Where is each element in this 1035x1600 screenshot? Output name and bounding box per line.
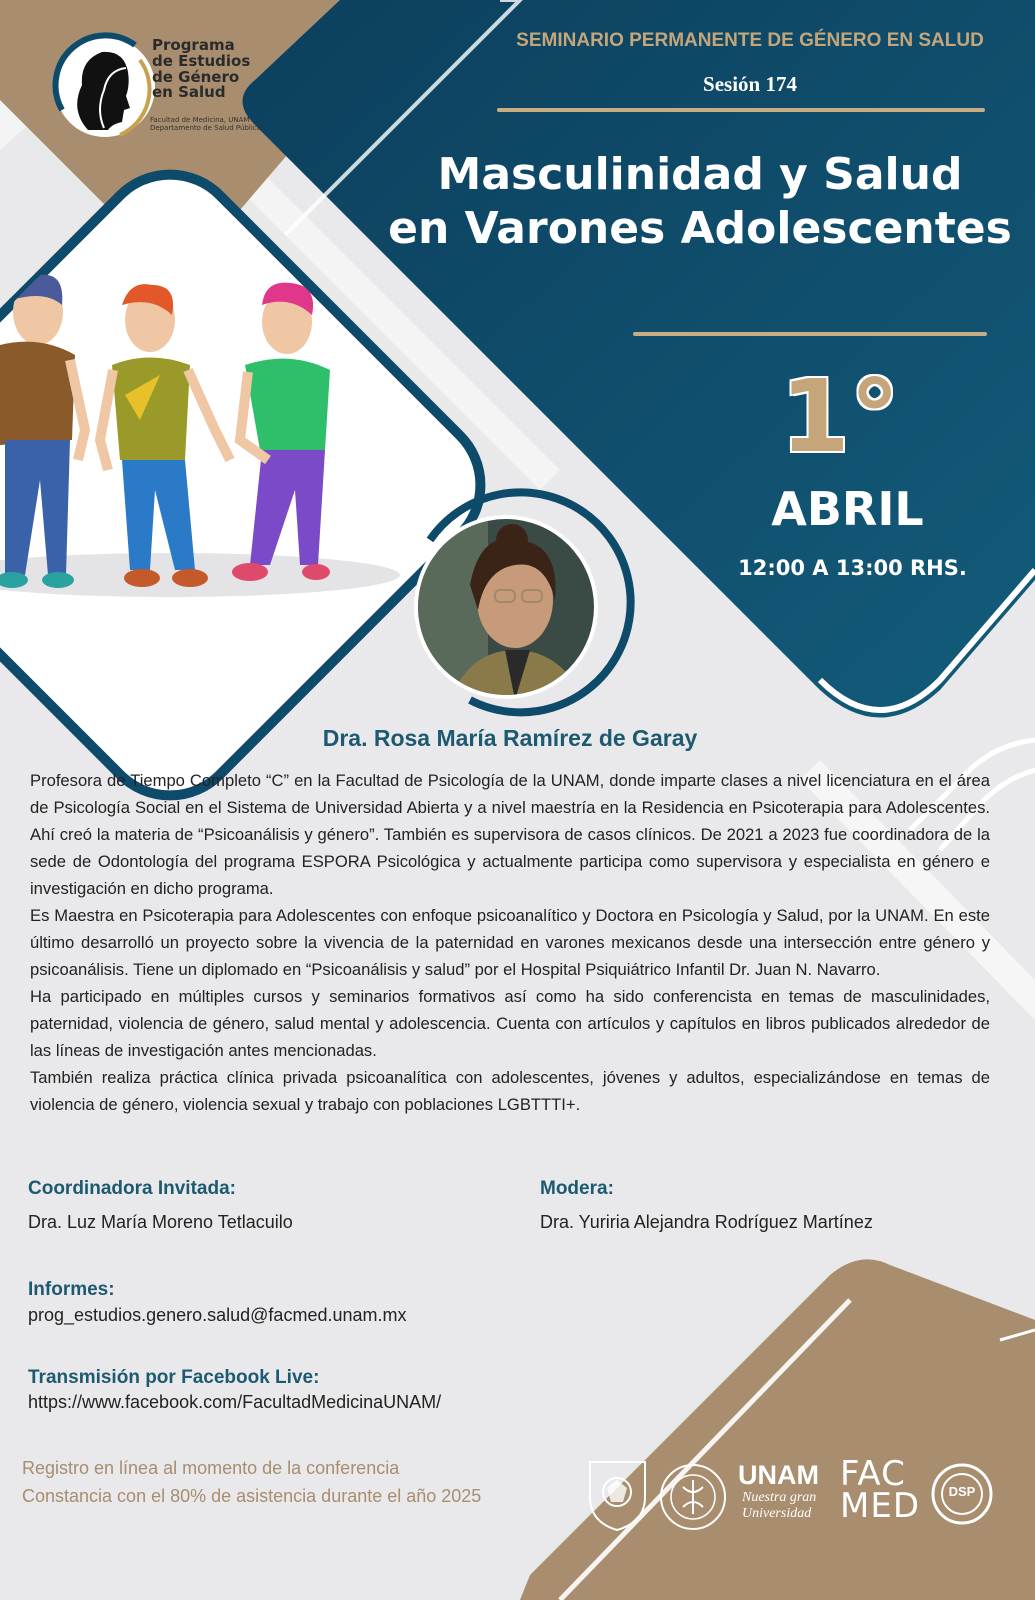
bio-paragraph: Profesora de Tiempo Completo “C” en la Facultad de Psicología de la UNAM, donde imparte clases a nivel licenciatura en el área de Psicología Social en el Sistema de Universidad Abierta y a nivel maestría en la Residencia en Psicoterapia para Adolescentes. Ahí creó la materia de “Psicoanálisis y género”. También es supervisora de casos clínicos. De 2021 a 2023 fue coordinadora de la sede de Odontología del programa ESPORA Psicológica y actualmente participa como supervisora y especialista en género e investigación en dicho programa. <box>30 771 990 898</box>
bio-paragraph: También realiza práctica clínica privada psicoanalítica con adolescentes, jóvenes y adultos, especializándose en temas de violencia de género, violencia sexual y trabajo con poblaciones LGBTTTI+. <box>30 1068 990 1114</box>
unam-tagline: Nuestra gran Universidad <box>742 1490 817 1521</box>
gold-divider-top <box>497 108 985 112</box>
moderator-name: Dra. Yuriria Alejandra Rodríguez Martínez <box>540 1212 873 1232</box>
info-label: Informes: <box>28 1279 115 1300</box>
speaker-name: Dra. Rosa María Ramírez de Garay <box>322 725 698 751</box>
event-day: 1° <box>780 358 900 475</box>
event-title <box>380 148 1020 256</box>
coordinator-name: Dra. Luz María Moreno Tetlacuilo <box>28 1212 293 1232</box>
logo-subtitle: Facultad de Medicina, UNAM Departamento de Salud Pública <box>150 116 261 132</box>
registration-note: Registro en línea al momento de la conferencia <box>22 1458 400 1478</box>
event-title-line-1: Masculinidad y Salud <box>437 149 963 200</box>
info-email[interactable]: prog_estudios.genero.salud@facmed.unam.mx <box>28 1305 407 1325</box>
institution-logos <box>585 1452 735 1532</box>
unam-wordmark: UNAM <box>738 1460 819 1490</box>
speaker-bio <box>30 767 990 1118</box>
stream-label: Transmisión por Facebook Live: <box>28 1367 320 1388</box>
logo-line-3: de Género <box>152 67 240 86</box>
gold-divider-middle <box>633 332 987 336</box>
program-logo-text <box>152 38 262 101</box>
facmed-seal-icon <box>661 1465 725 1529</box>
moderator-label: Modera: <box>540 1178 614 1199</box>
session-number: Sesión 174 <box>703 72 797 96</box>
dsp-logo-text: DSP <box>948 1484 976 1499</box>
certificate-note: Constancia con el 80% de asistencia durante el año 2025 <box>22 1486 482 1506</box>
logo-line-1: Programa <box>152 36 235 54</box>
bio-paragraph: Ha participado en múltiples cursos y seminarios formativos así como ha sido conferencista en temas de masculinidades, paternidad, violencia de género, salud mental y adolescencia. Cuenta con artículos y capítulos en libros publicados alrededor de las líneas de investigación antes mencionadas. <box>30 987 990 1060</box>
event-title-line-2: en Varones Adolescentes <box>388 203 1012 254</box>
event-month: ABRIL <box>771 482 924 536</box>
logo-line-2: de Estudios <box>152 51 251 70</box>
coordinator-label: Coordinadora Invitada: <box>28 1178 236 1199</box>
seminar-title: SEMINARIO PERMANENTE DE GÉNERO EN SALUD <box>516 30 984 51</box>
stream-url[interactable]: https://www.facebook.com/FacultadMedicinaUNAM/ <box>28 1392 442 1412</box>
bio-paragraph: Es Maestra en Psicoterapia para Adolescentes con enfoque psicoanalítico y Doctora en Psicología y Salud, por la UNAM. En este último desarrolló un proyecto sobre la vivencia de la paternidad en varones mexicanos desde una intersección entre género y psicoanálisis. Tiene un diplomado en “Psicoanálisis y salud” por el Hospital Psiquiátrico Infantil Dr. Juan N. Navarro. <box>30 906 990 979</box>
event-time: 12:00 A 13:00 RHS. <box>738 556 967 580</box>
unam-shield-icon <box>590 1462 645 1530</box>
facmed-wordmark: FAC MED <box>840 1454 920 1526</box>
logo-line-4: en Salud <box>152 83 226 102</box>
